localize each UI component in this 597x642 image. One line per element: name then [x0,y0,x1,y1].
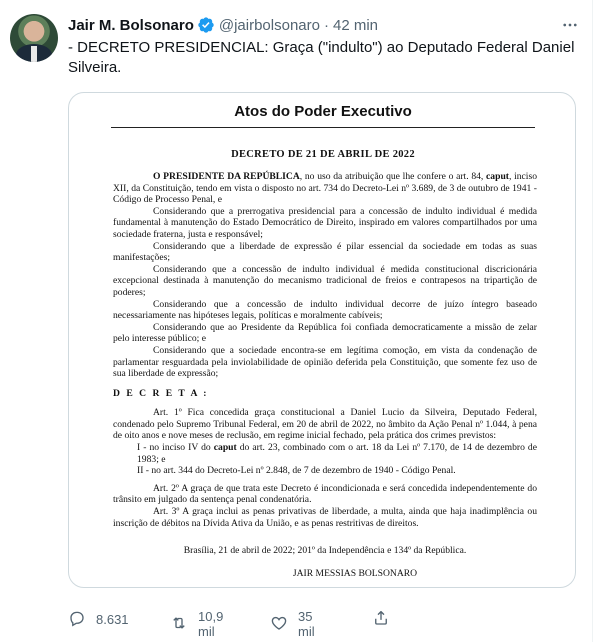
decree-date-line: Brasília, 21 de abril de 2022; 201º da Independência e 134º da República. [183,545,467,556]
decree-paragraph: Considerando que a concessão de indulto individual decorre de juízo íntegro baseado necessariamente nas hipóteses legais, políticas e moralmente cabíveis; [113,298,537,322]
like-button[interactable] [270,609,315,639]
decree-document [89,93,557,588]
decree-paragraph: Considerando que a sociedade encontra-se em legítima comoção, em vista da condenação de parlamentar resguardada pela inviolabilidade de opinião deferida pela Constituição, que somente fez uso de sua liberdade de expressão; [113,344,537,380]
decree-paragraph: Considerando que ao Presidente da República foi confiada democraticamente a missão de zelar pelo interesse público; e [113,321,537,345]
decree-heading: DECRETO DE 21 DE ABRIL DE 2022 [231,149,415,160]
more-options-icon[interactable] [559,14,581,36]
like-count: 35 mil [298,609,315,639]
decree-clause: II - no art. 344 do Decreto-Lei nº 2.848, de 7 de dezembro de 1940 - Código Penal. [137,465,456,477]
decree-paragraph: O PRESIDENTE DA REPÚBLICA, no uso da atribuição que lhe confere o art. 84, caput, inciso XII, da Constituição, tendo em vista o disposto no art. 734 do Decreto-Lei nº 3.689, de 3 de outubro de 1941 - Código de Processo Penal, e [113,171,538,206]
avatar[interactable] [10,14,58,62]
decreta-heading: D E C R E T A : [113,387,209,399]
heart-icon [270,614,288,635]
reply-button[interactable] [68,609,129,630]
decree-article: Art. 3º A graça inclui as penas privativas de liberdade, a multa, ainda que haja inadimplência ou inscrição de débitos na Dívida Ativa da União, e as penas restritivas de direitos. [113,506,537,529]
author-handle[interactable]: @jairbolsonaro [218,16,320,34]
share-button[interactable] [372,609,390,630]
author-name[interactable]: Jair M. Bolsonaro [68,16,194,34]
decree-paragraph: Considerando que a concessão de indulto individual é medida constitucional discricionária excepcional destinada à manutenção do mecanismo tradicional de freios e contrapesos na tripartição de poderes; [113,263,537,298]
decree-article: Art. 2º A graça de que trata este Decreto é incondicionada e será concedida independentemente do trânsito em julgado da sentença penal condenatória. [113,482,537,506]
verified-badge-icon [197,16,215,34]
decree-signature: JAIR MESSIAS BOLSONARO [292,568,418,579]
decree-article: Art. 1º Fica concedida graça constitucional a Daniel Lucio da Silveira, Deputado Federal, condenado pelo Supremo Tribunal Federal, em 20 de abril de 2022, no âmbito da Ação Penal nº 1.044, à pena de oito anos e nove meses de reclusão, em regime inicial fechado, pela prática dos crimes previstos: [113,407,537,442]
tweet-timestamp[interactable]: 42 min [332,16,379,34]
document-section-title: Atos do Poder Executivo [234,103,412,120]
tweet-header [68,14,378,36]
tweet-text: - DECRETO PRESIDENCIAL: Graça ("indulto") ao Deputado Federal Daniel Silveira. [68,39,575,76]
retweet-button[interactable] [170,609,223,639]
reply-count: 8.631 [96,612,129,627]
decree-clause: I - no inciso IV do caput do art. 23, combinado com o art. 18 da Lei nº 7.170, de 14 de dezembro de 1983; e [137,442,537,465]
decree-body [113,171,537,529]
header-separator: · [323,16,329,34]
document-rule [111,127,535,128]
retweet-count: 10,9 mil [198,609,224,639]
share-icon [372,609,390,630]
retweet-icon [170,614,188,635]
decree-paragraph: Considerando que a liberdade de expressão é pilar essencial da sociedade em todas as suas manifestações; [113,240,537,264]
tweet-image[interactable] [68,92,576,588]
avatar-shirt [31,46,37,62]
reply-icon [68,609,86,630]
decree-paragraph: Considerando que a prerrogativa presidencial para a concessão de indulto individual é medida fundamental à manutenção do Estado Democrático de Direito, inspirado em valores compartilhados por uma sociedade fraterna, justa e responsável; [113,205,537,240]
